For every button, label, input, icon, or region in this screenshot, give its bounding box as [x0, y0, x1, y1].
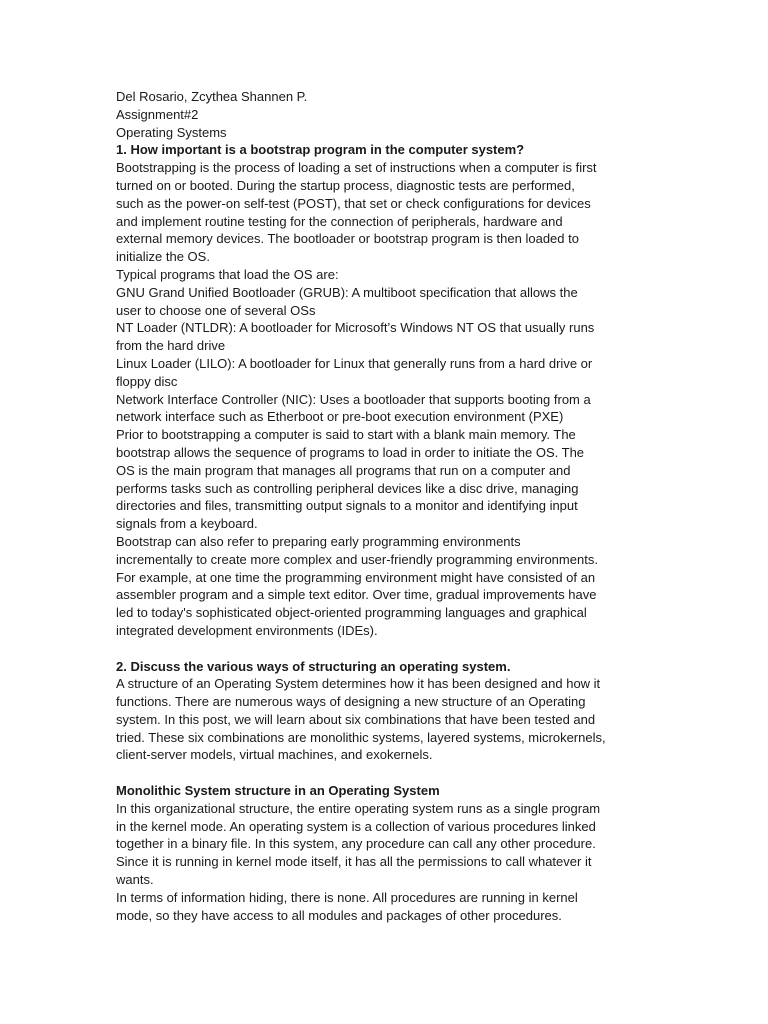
list-item: from the hard drive [116, 338, 226, 354]
q2-paragraph-1 [116, 675, 656, 764]
list-item: floppy disc [116, 373, 178, 389]
text-line: together in a binary file. In this system, any procedure can call any other procedure. [116, 836, 596, 852]
paragraph-spacer [116, 764, 656, 782]
author-name: Del Rosario, Zcythea Shannen P. [116, 89, 308, 104]
text-line: For example, at one time the programming environment might have consisted of an [116, 569, 596, 585]
list-item: GNU Grand Unified Bootloader (GRUB): A multiboot specification that allows the [116, 284, 578, 300]
text-line: incrementally to create more complex and user-friendly programming environments. [116, 551, 598, 567]
text-line: performs tasks such as controlling peripheral devices like a disc drive, managing [116, 480, 579, 496]
q1-paragraph-2 [116, 426, 656, 533]
text-line: client-server models, virtual machines, and exokernels. [116, 747, 433, 763]
q1-paragraph-1 [116, 159, 656, 266]
document-page [116, 88, 656, 924]
list-item: NT Loader (NTLDR): A bootloader for Microsoft’s Windows NT OS that usually runs [116, 320, 595, 336]
text-line: Prior to bootstrapping a computer is said to start with a blank main memory. The [116, 427, 576, 443]
text-line: A structure of an Operating System determines how it has been designed and how it [116, 676, 601, 692]
text-line: wants. [116, 872, 154, 888]
text-line: mode, so they have access to all modules and packages of other procedures. [116, 907, 562, 923]
text-line: turned on or booted. During the startup process, diagnostic tests are performed, [116, 177, 575, 193]
list-item: Network Interface Controller (NIC): Uses a bootloader that supports booting from a [116, 391, 591, 407]
monolithic-heading: Monolithic System structure in an Operating System [116, 783, 440, 799]
text-line: In this organizational structure, the entire operating system runs as a single program [116, 800, 601, 816]
text-line: and implement routine testing for the connection of peripherals, hardware and [116, 213, 563, 229]
list-item: network interface such as Etherboot or pre-boot execution environment (PXE) [116, 409, 564, 425]
assignment-label: Assignment#2 [116, 106, 199, 122]
text-line: signals from a keyboard. [116, 516, 258, 532]
text-line: OS is the main program that manages all programs that run on a computer and [116, 462, 571, 478]
text-line: Since it is running in kernel mode itself, it has all the permissions to call whatever it [116, 854, 592, 870]
text-line: assembler program and a simple text editor. Over time, gradual improvements have [116, 587, 597, 603]
bootloader-programs-list [116, 284, 656, 426]
text-line: initialize the OS. [116, 249, 210, 265]
text-line: integrated development environments (IDEs). [116, 622, 378, 638]
text-line: such as the power-on self-test (POST), that set or check configurations for devices [116, 195, 591, 211]
text-line: functions. There are numerous ways of designing a new structure of an Operating [116, 694, 586, 710]
q1-paragraph-3 [116, 533, 656, 640]
subject-label: Operating Systems [116, 124, 227, 140]
list-item: user to choose one of several OSs [116, 302, 316, 318]
text-line: Bootstrap can also refer to preparing early programming environments [116, 533, 521, 549]
monolithic-paragraph-2 [116, 889, 656, 925]
text-line: bootstrap allows the sequence of programs to load in order to initiate the OS. The [116, 444, 585, 460]
text-line: Bootstrapping is the process of loading a set of instructions when a computer is first [116, 160, 597, 176]
text-line: system. In this post, we will learn about six combinations that have been tested and [116, 711, 596, 727]
monolithic-paragraph-1 [116, 800, 656, 889]
programs-intro: Typical programs that load the OS are: [116, 266, 339, 282]
list-item: Linux Loader (LILO): A bootloader for Linux that generally runs from a hard drive or [116, 355, 593, 371]
question-1-heading: 1. How important is a bootstrap program in the computer system? [116, 142, 525, 158]
text-line: tried. These six combinations are monolithic systems, layered systems, microkernels, [116, 729, 606, 745]
text-line: In terms of information hiding, there is none. All procedures are running in kernel [116, 889, 578, 905]
text-line: led to today's sophisticated object-oriented programming languages and graphical [116, 605, 587, 621]
paragraph-spacer [116, 640, 656, 658]
text-line: in the kernel mode. An operating system is a collection of various procedures linked [116, 818, 596, 834]
text-line: directories and files, transmitting output signals to a monitor and identifying input [116, 498, 578, 514]
question-2-heading: 2. Discuss the various ways of structuring an operating system. [116, 658, 511, 674]
text-line: external memory devices. The bootloader or bootstrap program is then loaded to [116, 231, 579, 247]
